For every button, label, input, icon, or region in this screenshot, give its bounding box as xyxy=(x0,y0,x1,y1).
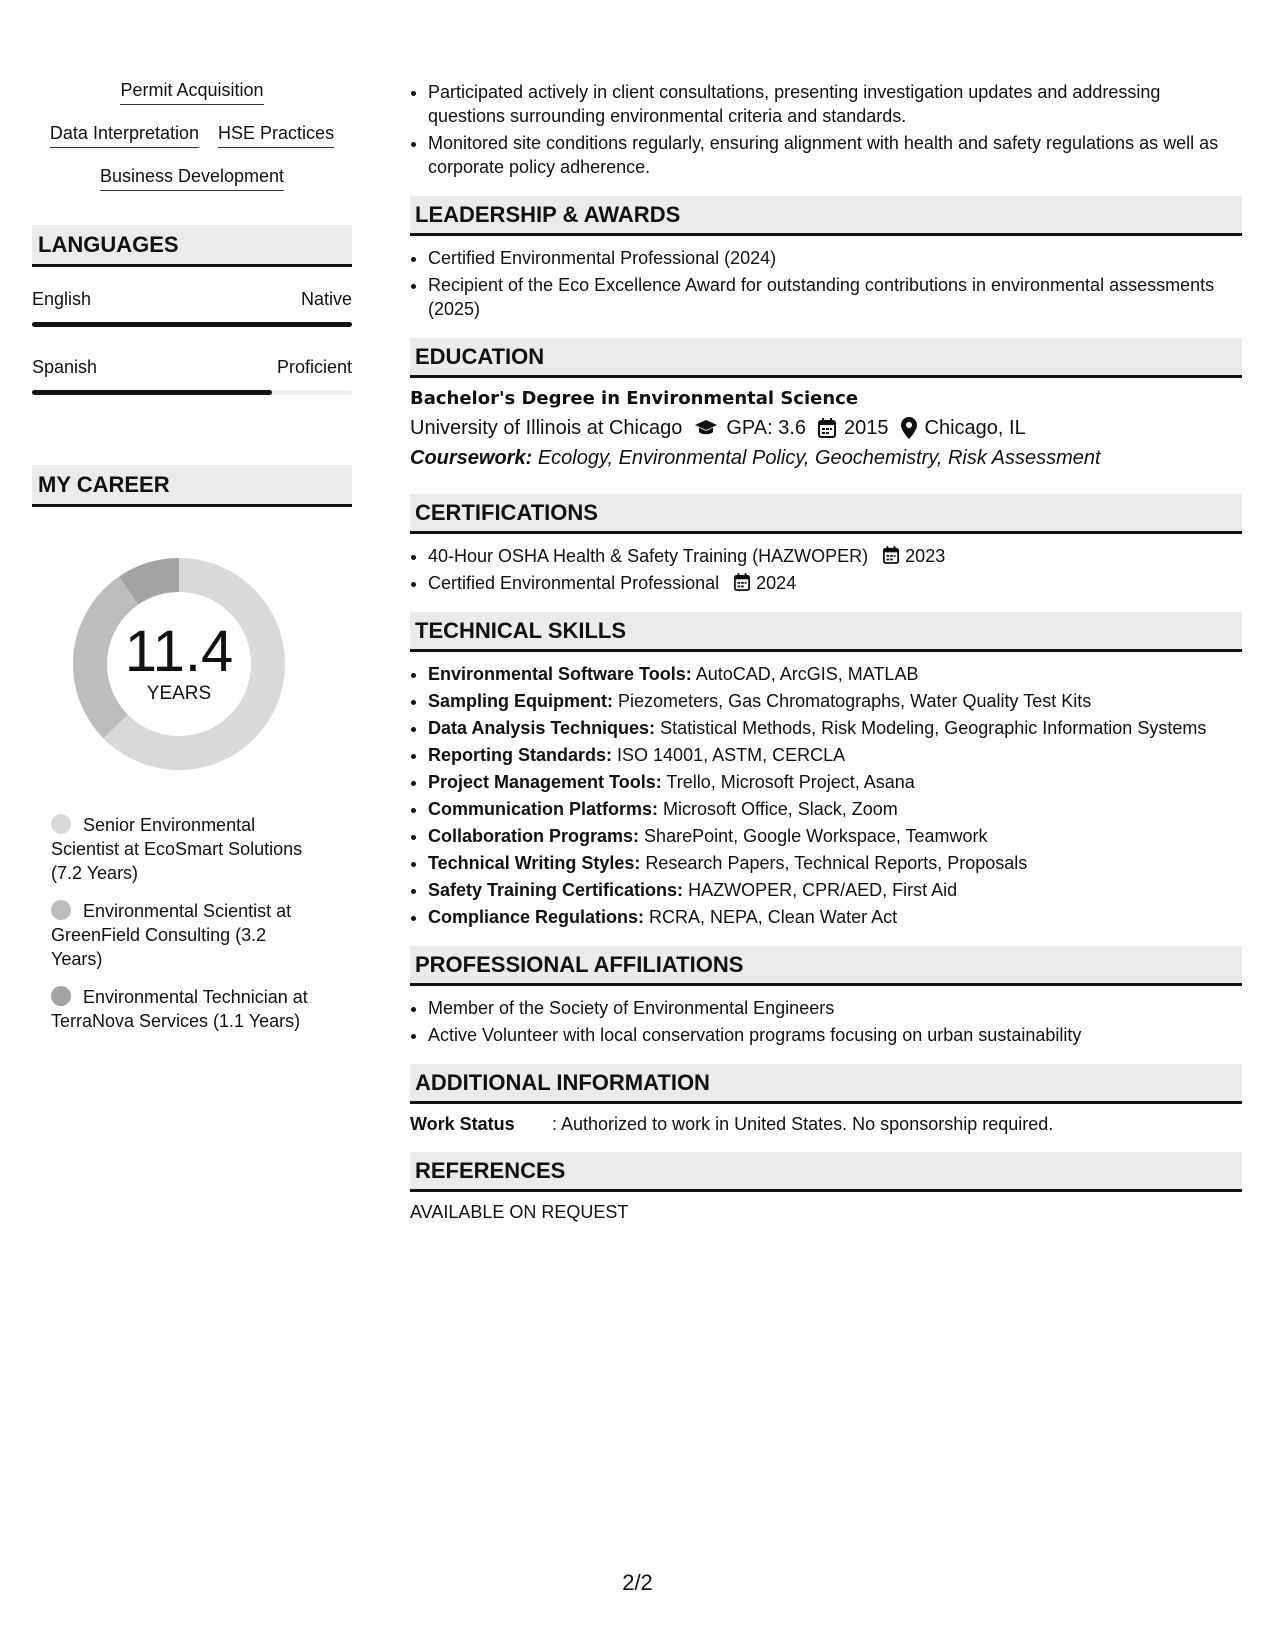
leadership-item: • Recipient of the Eco Excellence Award for outstanding contributions in environmental assessments (2025) xyxy=(428,273,1242,321)
education-year: 2015 xyxy=(844,417,889,439)
skill-values: Piezometers, Gas Chromatographs, Water Quality Test Kits xyxy=(618,691,1092,711)
certification-name: Certified Environmental Professional xyxy=(428,573,720,593)
certification-item xyxy=(428,544,1242,568)
skill-values: Research Papers, Technical Reports, Proposals xyxy=(645,853,1028,873)
skill-category: Technical Writing Styles: xyxy=(428,853,641,873)
education-school: University of Illinois at Chicago xyxy=(410,417,683,439)
experience-bullet: • Monitored site conditions regularly, ensuring alignment with health and safety regulations as well as corporate policy adherence. xyxy=(428,131,1242,179)
skill-category: Safety Training Certifications: xyxy=(428,880,684,900)
skill-tag: Business Development xyxy=(100,166,284,191)
certifications-list xyxy=(410,544,1242,595)
career-legend-label: Environmental Technician at TerraNova Services (1.1 Years) xyxy=(51,987,308,1031)
languages-heading: LANGUAGES xyxy=(32,225,352,267)
technical-skill-item xyxy=(428,689,1242,713)
references-text: AVAILABLE ON REQUEST xyxy=(410,1202,629,1222)
career-legend xyxy=(32,813,352,1033)
skill-category: Compliance Regulations: xyxy=(428,907,645,927)
education-entry xyxy=(410,388,1242,470)
legend-dot xyxy=(51,986,71,1006)
technical-skill-item xyxy=(428,716,1242,740)
education-heading: EDUCATION xyxy=(410,338,1242,378)
skill-category: Project Management Tools: xyxy=(428,772,662,792)
language-level-bar xyxy=(32,390,352,395)
career-donut-chart xyxy=(66,551,292,777)
technical-skill-item xyxy=(428,797,1242,821)
technical-skill-item xyxy=(428,878,1242,902)
language-name: Spanish xyxy=(32,357,98,377)
skill-tags xyxy=(32,80,352,191)
certification-item xyxy=(428,571,1242,595)
career-legend-item xyxy=(51,813,321,885)
affiliations-heading: PROFESSIONAL AFFILIATIONS xyxy=(410,946,1242,986)
career-total-unit: YEARS xyxy=(146,683,212,704)
affiliation-item: • Active Volunteer with local conservation programs focusing on urban sustainability xyxy=(428,1023,1242,1047)
experience-bullet: • Participated actively in client consultations, presenting investigation updates and addressing questions surrounding environmental criteria and standards. xyxy=(428,80,1242,128)
leadership-heading: LEADERSHIP & AWARDS xyxy=(410,196,1242,236)
skill-values: RCRA, NEPA, Clean Water Act xyxy=(649,907,898,927)
skill-values: SharePoint, Google Workspace, Teamwork xyxy=(644,826,988,846)
calendar-icon xyxy=(734,573,750,591)
certification-year: 2024 xyxy=(756,573,797,593)
education-location: Chicago, IL xyxy=(924,417,1026,439)
skill-values: Microsoft Office, Slack, Zoom xyxy=(663,799,898,819)
language-level-fill xyxy=(32,390,272,395)
language-spanish xyxy=(32,357,352,395)
career-legend-label: Environmental Scientist at GreenField Consulting (3.2 Years) xyxy=(51,901,292,969)
technical-skill-item xyxy=(428,851,1242,875)
skill-tag: HSE Practices xyxy=(218,123,334,148)
technical-skills-heading: TECHNICAL SKILLS xyxy=(410,612,1242,652)
coursework-label: Coursework: xyxy=(410,447,533,469)
skill-category: Collaboration Programs: xyxy=(428,826,640,846)
language-level: Native xyxy=(300,289,352,309)
skill-category: Sampling Equipment: xyxy=(428,691,614,711)
career-legend-label: Senior Environmental Scientist at EcoSmart Solutions (7.2 Years) xyxy=(51,815,303,883)
affiliations-list xyxy=(410,996,1242,1047)
career-total-years: 11.4 xyxy=(124,619,234,684)
language-level-fill xyxy=(32,322,352,327)
legend-dot xyxy=(51,900,71,920)
work-status-value: : Authorized to work in United States. No sponsorship required. xyxy=(552,1114,1054,1134)
language-name: English xyxy=(32,289,92,309)
technical-skill-item xyxy=(428,662,1242,686)
language-english xyxy=(32,289,352,327)
education-gpa: GPA: 3.6 xyxy=(726,417,807,439)
career-legend-item xyxy=(51,985,321,1033)
skill-tag: Data Interpretation xyxy=(50,123,199,148)
skill-category: Communication Platforms: xyxy=(428,799,659,819)
references-heading: REFERENCES xyxy=(410,1152,1242,1192)
language-level: Proficient xyxy=(276,357,352,377)
skill-values: ISO 14001, ASTM, CERCLA xyxy=(617,745,846,765)
work-status-label: Work Status xyxy=(410,1114,515,1134)
language-level-bar xyxy=(32,322,352,327)
skill-category: Environmental Software Tools: xyxy=(428,664,692,684)
technical-skill-item xyxy=(428,770,1242,794)
main-content xyxy=(410,80,1242,1223)
skill-values: Statistical Methods, Risk Modeling, Geographic Information Systems xyxy=(660,718,1207,738)
certification-name: 40-Hour OSHA Health & Safety Training (HAZWOPER) xyxy=(428,546,869,566)
skill-tag: Permit Acquisition xyxy=(120,80,263,105)
certifications-heading: CERTIFICATIONS xyxy=(410,494,1242,534)
education-degree: Bachelor's Degree in Environmental Science xyxy=(410,388,859,409)
technical-skill-item xyxy=(428,905,1242,929)
skill-category: Data Analysis Techniques: xyxy=(428,718,656,738)
technical-skill-item xyxy=(428,824,1242,848)
affiliation-item: • Member of the Society of Environmental Engineers xyxy=(428,996,1242,1020)
skill-values: Trello, Microsoft Project, Asana xyxy=(666,772,915,792)
career-legend-item xyxy=(51,899,321,971)
leadership-list xyxy=(410,246,1242,321)
additional-info-heading: ADDITIONAL INFORMATION xyxy=(410,1064,1242,1104)
technical-skills-list xyxy=(410,662,1242,929)
technical-skill-item xyxy=(428,743,1242,767)
certification-year: 2023 xyxy=(905,546,946,566)
sidebar xyxy=(32,80,352,1047)
education-coursework xyxy=(410,447,1242,470)
location-pin-icon xyxy=(901,417,917,439)
leadership-item: • Certified Environmental Professional (2024) xyxy=(428,246,1242,270)
skill-category: Reporting Standards: xyxy=(428,745,613,765)
skill-values: HAZWOPER, CPR/AED, First Aid xyxy=(688,880,958,900)
coursework-value: Ecology, Environmental Policy, Geochemistry, Risk Assessment xyxy=(537,447,1101,469)
page-number: 2/2 xyxy=(622,1570,653,1595)
calendar-icon xyxy=(883,546,899,564)
graduation-cap-icon xyxy=(694,419,718,437)
calendar-icon xyxy=(818,418,836,438)
legend-dot xyxy=(51,814,71,834)
experience-bullets xyxy=(410,80,1242,179)
work-status-row xyxy=(410,1114,1242,1135)
skill-values: AutoCAD, ArcGIS, MATLAB xyxy=(695,664,919,684)
career-heading: MY CAREER xyxy=(32,465,352,507)
